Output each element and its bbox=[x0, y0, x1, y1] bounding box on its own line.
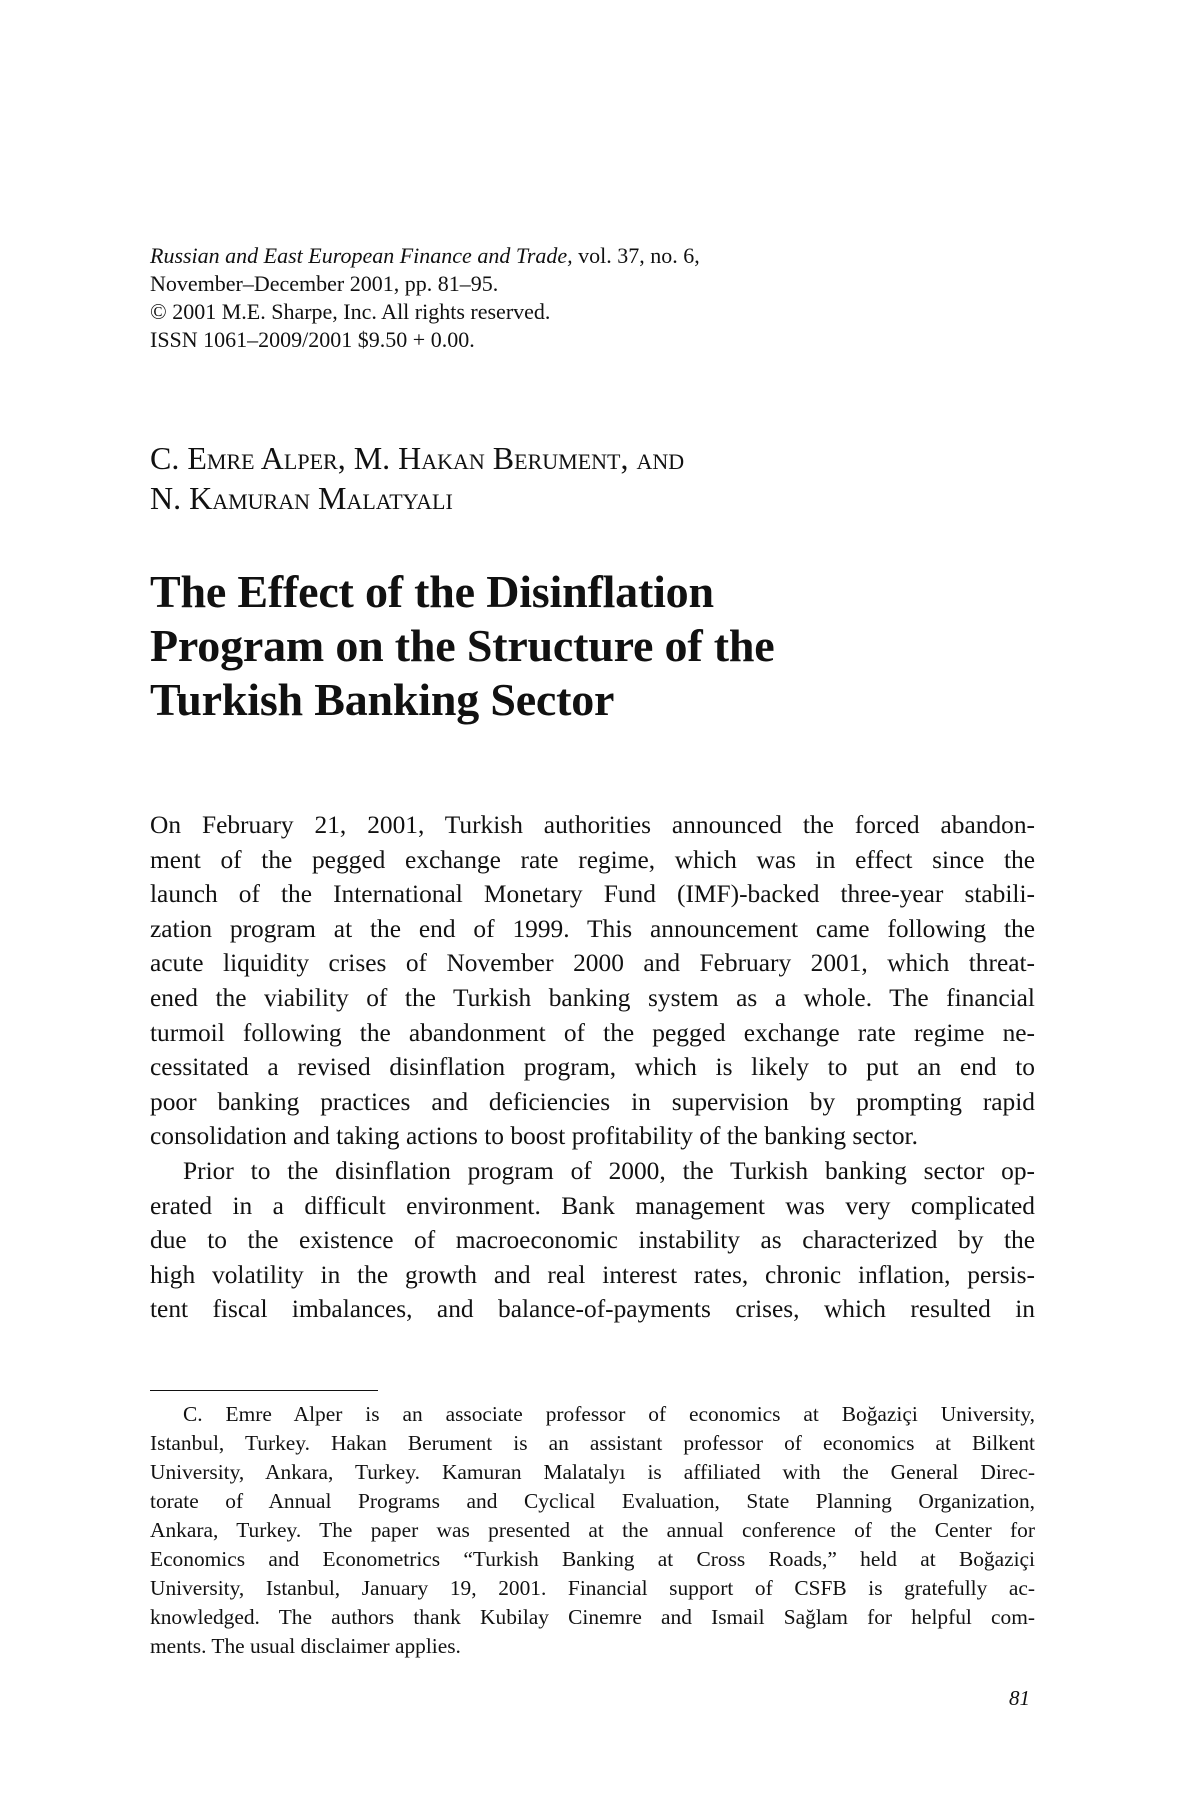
footnote-line: Istanbul, Turkey. Hakan Berument is an assistant professor of economics at Bilkent bbox=[150, 1431, 1035, 1455]
paragraph-2 bbox=[150, 1154, 1035, 1327]
journal-citation bbox=[150, 242, 1035, 354]
body-text bbox=[150, 808, 1035, 1327]
citation-line-4: ISSN 1061–2009/2001 $9.50 + 0.00. bbox=[150, 327, 475, 352]
footnote-line: University, Ankara, Turkey. Kamuran Malatalyı is affiliated with the General Direc- bbox=[150, 1460, 1035, 1484]
citation-line-1 bbox=[150, 242, 1035, 270]
footnote bbox=[150, 1400, 1035, 1661]
authors-line-1: C. Emre Alper, M. Hakan Berument, and bbox=[150, 440, 685, 476]
body-line: turmoil following the abandonment of the pegged exchange rate regime ne- bbox=[150, 1018, 1035, 1047]
footnote-separator bbox=[150, 1390, 378, 1391]
citation-line-3: © 2001 M.E. Sharpe, Inc. All rights reserved. bbox=[150, 299, 551, 324]
body-line: On February 21, 2001, Turkish authorities announced the forced abandon- bbox=[150, 811, 1035, 839]
footnote-line: University, Istanbul, January 19, 2001. Financial support of CSFB is gratefully ac- bbox=[150, 1576, 1035, 1600]
footnote-line: ments. The usual disclaimer applies. bbox=[150, 1634, 461, 1658]
paragraph-1 bbox=[150, 808, 1035, 1154]
citation-line-2: November–December 2001, pp. 81–95. bbox=[150, 271, 499, 296]
footnote-line: torate of Annual Programs and Cyclical Evaluation, State Planning Organization, bbox=[150, 1489, 1035, 1513]
body-line: cessitated a revised disinflation program, which is likely to put an end to bbox=[150, 1053, 1035, 1082]
body-line: ened the viability of the Turkish banking system as a whole. The financial bbox=[150, 983, 1035, 1012]
page-number: 81 bbox=[1009, 1686, 1030, 1710]
title-line-1: The Effect of the Disinflation bbox=[150, 566, 714, 617]
body-line: poor banking practices and deficiencies in supervision by prompting rapid bbox=[150, 1087, 1035, 1116]
footnote-line: knowledged. The authors thank Kubilay Cinemre and Ismail Sağlam for helpful com- bbox=[150, 1605, 1035, 1629]
body-line: high volatility in the growth and real interest rates, chronic inflation, persis- bbox=[150, 1260, 1035, 1289]
journal-name: Russian and East European Finance and Trade, bbox=[150, 243, 573, 268]
body-line: zation program at the end of 1999. This announcement came following the bbox=[150, 914, 1035, 943]
authors-line-2: N. Kamuran Malatyali bbox=[150, 480, 453, 516]
footnote-line: Economics and Econometrics “Turkish Banking at Cross Roads,” held at Boğaziçi bbox=[150, 1547, 1035, 1571]
body-line: acute liquidity crises of November 2000 and February 2001, which threat- bbox=[150, 949, 1035, 978]
body-line: erated in a difficult environment. Bank management was very complicated bbox=[150, 1191, 1035, 1220]
body-line: consolidation and taking actions to boost profitability of the banking sector. bbox=[150, 1122, 918, 1151]
title-line-2: Program on the Structure of the bbox=[150, 620, 775, 671]
body-line: tent fiscal imbalances, and balance-of-payments crises, which resulted in bbox=[150, 1295, 1035, 1324]
author-list bbox=[150, 438, 1035, 518]
journal-volume-issue: vol. 37, no. 6, bbox=[572, 243, 700, 268]
title-line-3: Turkish Banking Sector bbox=[150, 674, 615, 725]
body-line: due to the existence of macroeconomic instability as characterized by the bbox=[150, 1226, 1035, 1255]
body-line: Prior to the disinflation program of 2000, the Turkish banking sector op- bbox=[183, 1156, 1035, 1185]
paper-title bbox=[150, 565, 1035, 727]
footnote-line: Ankara, Turkey. The paper was presented at the annual conference of the Center for bbox=[150, 1518, 1035, 1542]
body-line: ment of the pegged exchange rate regime, which was in effect since the bbox=[150, 845, 1035, 874]
body-line: launch of the International Monetary Fund (IMF)-backed three-year stabili- bbox=[150, 880, 1035, 909]
footnote-line: C. Emre Alper is an associate professor of economics at Boğaziçi University, bbox=[183, 1402, 1035, 1426]
